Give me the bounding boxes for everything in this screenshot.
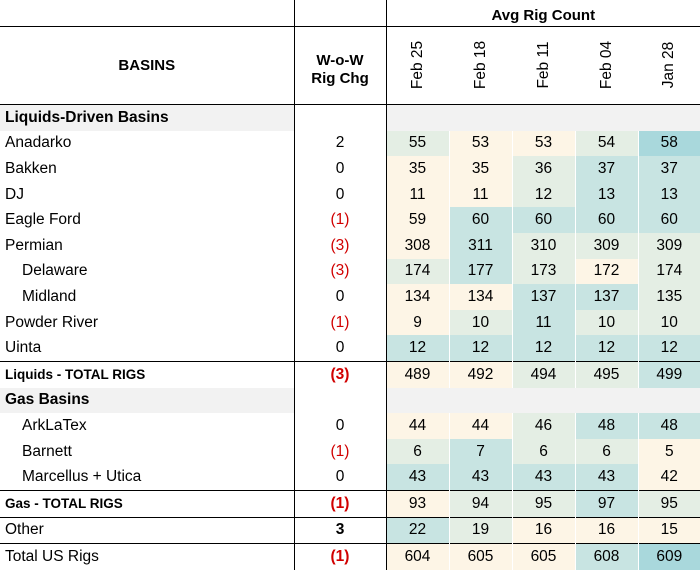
date-label: Jan 28: [660, 41, 678, 89]
wow-change-value: (1): [294, 439, 386, 465]
table-body: [0, 105, 700, 570]
avg-rig-count-header: Avg Rig Count: [386, 0, 700, 27]
section-spacer: [386, 388, 700, 414]
rig-count-cell: 53: [449, 131, 512, 157]
wow-change-value: 2: [294, 131, 386, 157]
rig-count-cell: 10: [575, 310, 638, 336]
basin-name: DJ: [5, 185, 24, 203]
date-label: Feb 18: [471, 40, 489, 90]
table-row: [0, 156, 700, 182]
rig-count-cell: 177: [449, 259, 512, 285]
rig-count-cell: 494: [512, 361, 575, 387]
rig-count-cell: 174: [638, 259, 700, 285]
rig-count-cell: 609: [638, 544, 700, 570]
wow-change-value: 0: [294, 413, 386, 439]
table-row: [0, 131, 700, 157]
table-row: [0, 544, 700, 570]
rig-count-cell: 12: [512, 182, 575, 208]
rig-count-cell: 36: [512, 156, 575, 182]
table-row: [0, 310, 700, 336]
table-row: [0, 182, 700, 208]
rig-count-cell: 60: [449, 207, 512, 233]
section-spacer: [294, 105, 386, 131]
wow-change-value: 0: [294, 182, 386, 208]
rig-count-cell: 137: [512, 284, 575, 310]
wow-change-value: (1): [294, 490, 386, 517]
basin-name: Permian: [5, 236, 63, 254]
rig-count-cell: 10: [449, 310, 512, 336]
rig-count-cell: 12: [638, 335, 700, 361]
rig-count-cell: 605: [512, 544, 575, 570]
rig-count-cell: 43: [386, 464, 449, 490]
basin-name: Gas - TOTAL RIGS: [0, 490, 294, 517]
basin-name: Uinta: [5, 339, 42, 357]
rig-count-cell: 37: [575, 156, 638, 182]
table-row: [0, 413, 700, 439]
rig-count-cell: 7: [449, 439, 512, 465]
rig-count-cell: 6: [575, 439, 638, 465]
wow-change-value: 0: [294, 156, 386, 182]
rig-count-cell: 46: [512, 413, 575, 439]
date-header: [638, 27, 700, 105]
rig-count-cell: 19: [449, 517, 512, 544]
table-row: [0, 207, 700, 233]
rig-count-cell: 9: [386, 310, 449, 336]
rig-count-cell: 44: [449, 413, 512, 439]
rig-count-cell: 311: [449, 233, 512, 259]
rig-count-cell: 35: [386, 156, 449, 182]
wow-header-line1: W-o-W: [316, 51, 364, 69]
wow-change-value: 3: [294, 517, 386, 544]
section-row: [0, 105, 700, 131]
wow-change-value: (1): [294, 207, 386, 233]
basins-header: BASINS: [0, 27, 294, 105]
basin-name: Anadarko: [5, 134, 72, 152]
rig-count-cell: 495: [575, 361, 638, 387]
rig-count-cell: 22: [386, 517, 449, 544]
rig-count-cell: 608: [575, 544, 638, 570]
basin-name: Eagle Ford: [5, 211, 81, 229]
wow-change-value: (3): [294, 361, 386, 387]
rig-count-cell: 95: [638, 490, 700, 517]
rig-count-cell: 48: [575, 413, 638, 439]
section-title: Liquids-Driven Basins: [0, 105, 294, 131]
header-blank-chg: [294, 0, 386, 27]
rig-count-cell: 35: [449, 156, 512, 182]
rig-count-cell: 13: [575, 182, 638, 208]
basin-name: Total US Rigs: [0, 544, 294, 570]
date-header: [575, 27, 638, 105]
rig-count-cell: 12: [575, 335, 638, 361]
rig-count-cell: 43: [449, 464, 512, 490]
wow-header-line2: Rig Chg: [311, 69, 369, 87]
date-header: [449, 27, 512, 105]
rig-count-cell: 6: [512, 439, 575, 465]
rig-count-cell: 97: [575, 490, 638, 517]
wow-change-header: [294, 27, 386, 105]
date-header: [386, 27, 449, 105]
table-row: [0, 259, 700, 285]
basin-name: Midland: [22, 287, 77, 305]
wow-change-value: (3): [294, 233, 386, 259]
rig-count-cell: 10: [638, 310, 700, 336]
rig-count-cell: 59: [386, 207, 449, 233]
rig-count-cell: 309: [575, 233, 638, 259]
table-row: [0, 464, 700, 490]
basin-name: Delaware: [22, 262, 88, 280]
wow-change-value: (1): [294, 544, 386, 570]
section-spacer: [294, 388, 386, 414]
rig-count-cell: 173: [512, 259, 575, 285]
rig-count-cell: 48: [638, 413, 700, 439]
rig-count-cell: 310: [512, 233, 575, 259]
basin-name: Other: [0, 517, 294, 544]
table-row: [0, 517, 700, 544]
rig-count-cell: 134: [386, 284, 449, 310]
header-blank: [0, 0, 294, 27]
rig-count-cell: 11: [512, 310, 575, 336]
rig-count-cell: 43: [575, 464, 638, 490]
table-row: [0, 284, 700, 310]
wow-change-value: 0: [294, 284, 386, 310]
date-header: [512, 27, 575, 105]
rig-count-cell: 16: [575, 517, 638, 544]
rig-count-cell: 605: [449, 544, 512, 570]
table-row: [0, 439, 700, 465]
rig-count-cell: 489: [386, 361, 449, 387]
rig-count-cell: 60: [575, 207, 638, 233]
rig-count-cell: 60: [638, 207, 700, 233]
rig-count-cell: 13: [638, 182, 700, 208]
date-label: Feb 11: [534, 41, 552, 89]
rig-count-cell: 95: [512, 490, 575, 517]
rig-count-cell: 172: [575, 259, 638, 285]
basin-name: Marcellus + Utica: [22, 468, 142, 486]
rig-count-cell: 308: [386, 233, 449, 259]
rig-count-cell: 137: [575, 284, 638, 310]
basin-name: Powder River: [5, 313, 99, 331]
basin-name: Bakken: [5, 159, 57, 177]
date-label: Feb 25: [408, 40, 426, 90]
basin-name: Barnett: [22, 442, 72, 460]
section-row: [0, 388, 700, 414]
table-row: [0, 490, 700, 517]
rig-count-cell: 11: [449, 182, 512, 208]
rig-count-cell: 134: [449, 284, 512, 310]
rig-count-cell: 53: [512, 131, 575, 157]
rig-count-cell: 135: [638, 284, 700, 310]
rig-count-cell: 499: [638, 361, 700, 387]
rig-count-cell: 11: [386, 182, 449, 208]
section-title: Gas Basins: [0, 388, 294, 414]
wow-change-value: 0: [294, 335, 386, 361]
date-label: Feb 04: [597, 40, 615, 90]
table-row: [0, 361, 700, 387]
rig-count-cell: 16: [512, 517, 575, 544]
rig-count-cell: 94: [449, 490, 512, 517]
basin-name: ArkLaTex: [22, 416, 87, 434]
table-row: [0, 335, 700, 361]
wow-change-value: (1): [294, 310, 386, 336]
section-spacer: [386, 105, 700, 131]
rig-count-cell: 174: [386, 259, 449, 285]
rig-count-cell: 15: [638, 517, 700, 544]
rig-count-cell: 60: [512, 207, 575, 233]
rig-count-cell: 604: [386, 544, 449, 570]
rig-count-cell: 58: [638, 131, 700, 157]
rig-count-cell: 12: [512, 335, 575, 361]
rig-count-cell: 93: [386, 490, 449, 517]
rig-count-cell: 37: [638, 156, 700, 182]
basin-name: Liquids - TOTAL RIGS: [0, 361, 294, 387]
table-row: [0, 233, 700, 259]
rig-count-cell: 44: [386, 413, 449, 439]
rig-count-cell: 6: [386, 439, 449, 465]
rig-count-cell: 55: [386, 131, 449, 157]
rig-count-cell: 43: [512, 464, 575, 490]
wow-change-value: 0: [294, 464, 386, 490]
rig-count-cell: 492: [449, 361, 512, 387]
rig-count-cell: 309: [638, 233, 700, 259]
rig-count-cell: 42: [638, 464, 700, 490]
rig-count-cell: 54: [575, 131, 638, 157]
wow-change-value: (3): [294, 259, 386, 285]
rig-count-cell: 12: [386, 335, 449, 361]
rig-count-cell: 12: [449, 335, 512, 361]
rig-count-cell: 5: [638, 439, 700, 465]
